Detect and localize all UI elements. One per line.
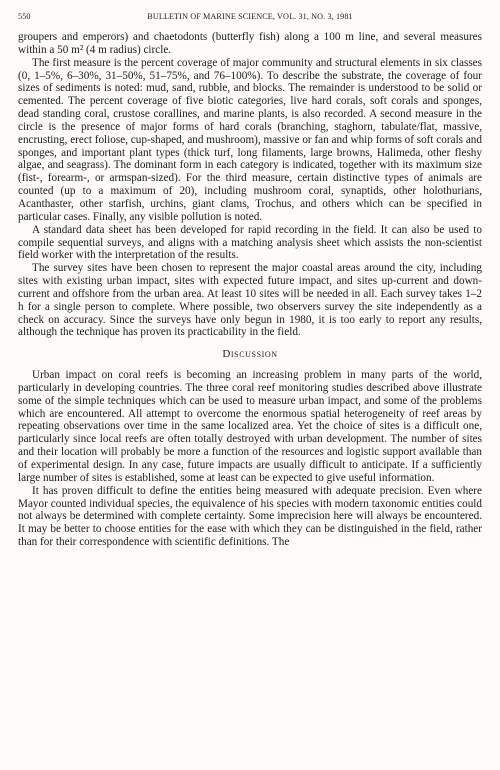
- page-number: 550: [18, 12, 31, 21]
- paragraph: Urban impact on coral reefs is becoming an increasing problem in many parts of the world, particularly in developing countries. The three coral reef monitoring studies described above illustrate some of the simple techniques which can be used to measure urban impact, and some of the problems which are encountered. All attempt to overcome the enormous spatial heterogeneity of reef areas by repeating observations over time in the same localized area. Yet the choice of sites is a difficult one, particularly since local reefs are often totally destroyed with urban development. The number of sites and their location will probably be more a function of the resources and logistic support available than of experimental design. In any case, future impacts are usually difficult to anticipate. If a sufficiently large number of sites is established, some at least can be expected to give useful information.: [18, 369, 482, 484]
- section-heading: Discussion: [222, 348, 278, 361]
- article-body: [18, 31, 482, 549]
- running-header: [18, 12, 482, 21]
- paragraph: A standard data sheet has been developed for rapid recording in the field. It can also be used to compile sequential surveys, and aligns with a matching analysis sheet which assists the non-scientist field worker with the interpretation of the results.: [18, 223, 482, 262]
- paragraph: groupers and emperors) and chaetodonts (butterfly fish) along a 100 m line, and several measures within a 50 m² (4 m radius) circle.: [18, 31, 482, 56]
- paragraph: It has proven difficult to define the entities being measured with adequate precision. Even where Mayor counted individual species, the equivalence of his species with modern taxonomic entities could not always be determined with complete certainty. Some imprecision here will always be encountered. It may be better to choose entities for the ease with which they can be distinguished in the field, rather than for their correspondence with scientific definitions. The: [18, 484, 482, 549]
- journal-title: BULLETIN OF MARINE SCIENCE, VOL. 31, NO. 3, 1981: [147, 12, 353, 21]
- paragraph: The survey sites have been chosen to represent the major coastal areas around the city, including sites with existing urban impact, sites with expected future impact, and sites up-current and down-current and offshore from the urban area. At least 10 sites will be needed in all. Each survey takes 1–2 h for a single person to complete. Where possible, two observers survey the site independently as a check on accuracy. Since the surveys have only begun in 1980, it is too early to report any results, although the technique has proven its practicability in the field.: [18, 262, 482, 339]
- paragraph: The first measure is the percent coverage of major community and structural elements in six classes (0, 1–5%, 6–30%, 31–50%, 51–75%, and 76–100%). To describe the substrate, the coverage of four sizes of sediments is noted: mud, sand, rubble, and blocks. The remainder is understood to be solid or cemented. The percent coverage of five biotic categories, live hard corals, soft corals and sponges, dead standing coral, crustose corallines, and marine plants, is also recorded. A second measure in the circle is the presence of major forms of hard corals (branching, staghorn, tabulate/flat, massive, encrusting, erect foliose, cup-shaped, and mushroom), massive or fan and whip forms of soft corals and sponges, and important plant types (thick turf, long filaments, large browns, Halimeda, other fleshy algae, and seagrass). The dominant form in each category is indicated, together with its maximum size (fist-, forearm-, or armspan-sized). For the third measure, certain distinctive types of animals are counted (up to a maximum of 20), including mushroom coral, synaptids, other holothurians, Acanthaster, other starfish, urchins, giant clams, Trochus, and others which can be specified in particular cases. Finally, any visible pollution is noted.: [18, 56, 482, 223]
